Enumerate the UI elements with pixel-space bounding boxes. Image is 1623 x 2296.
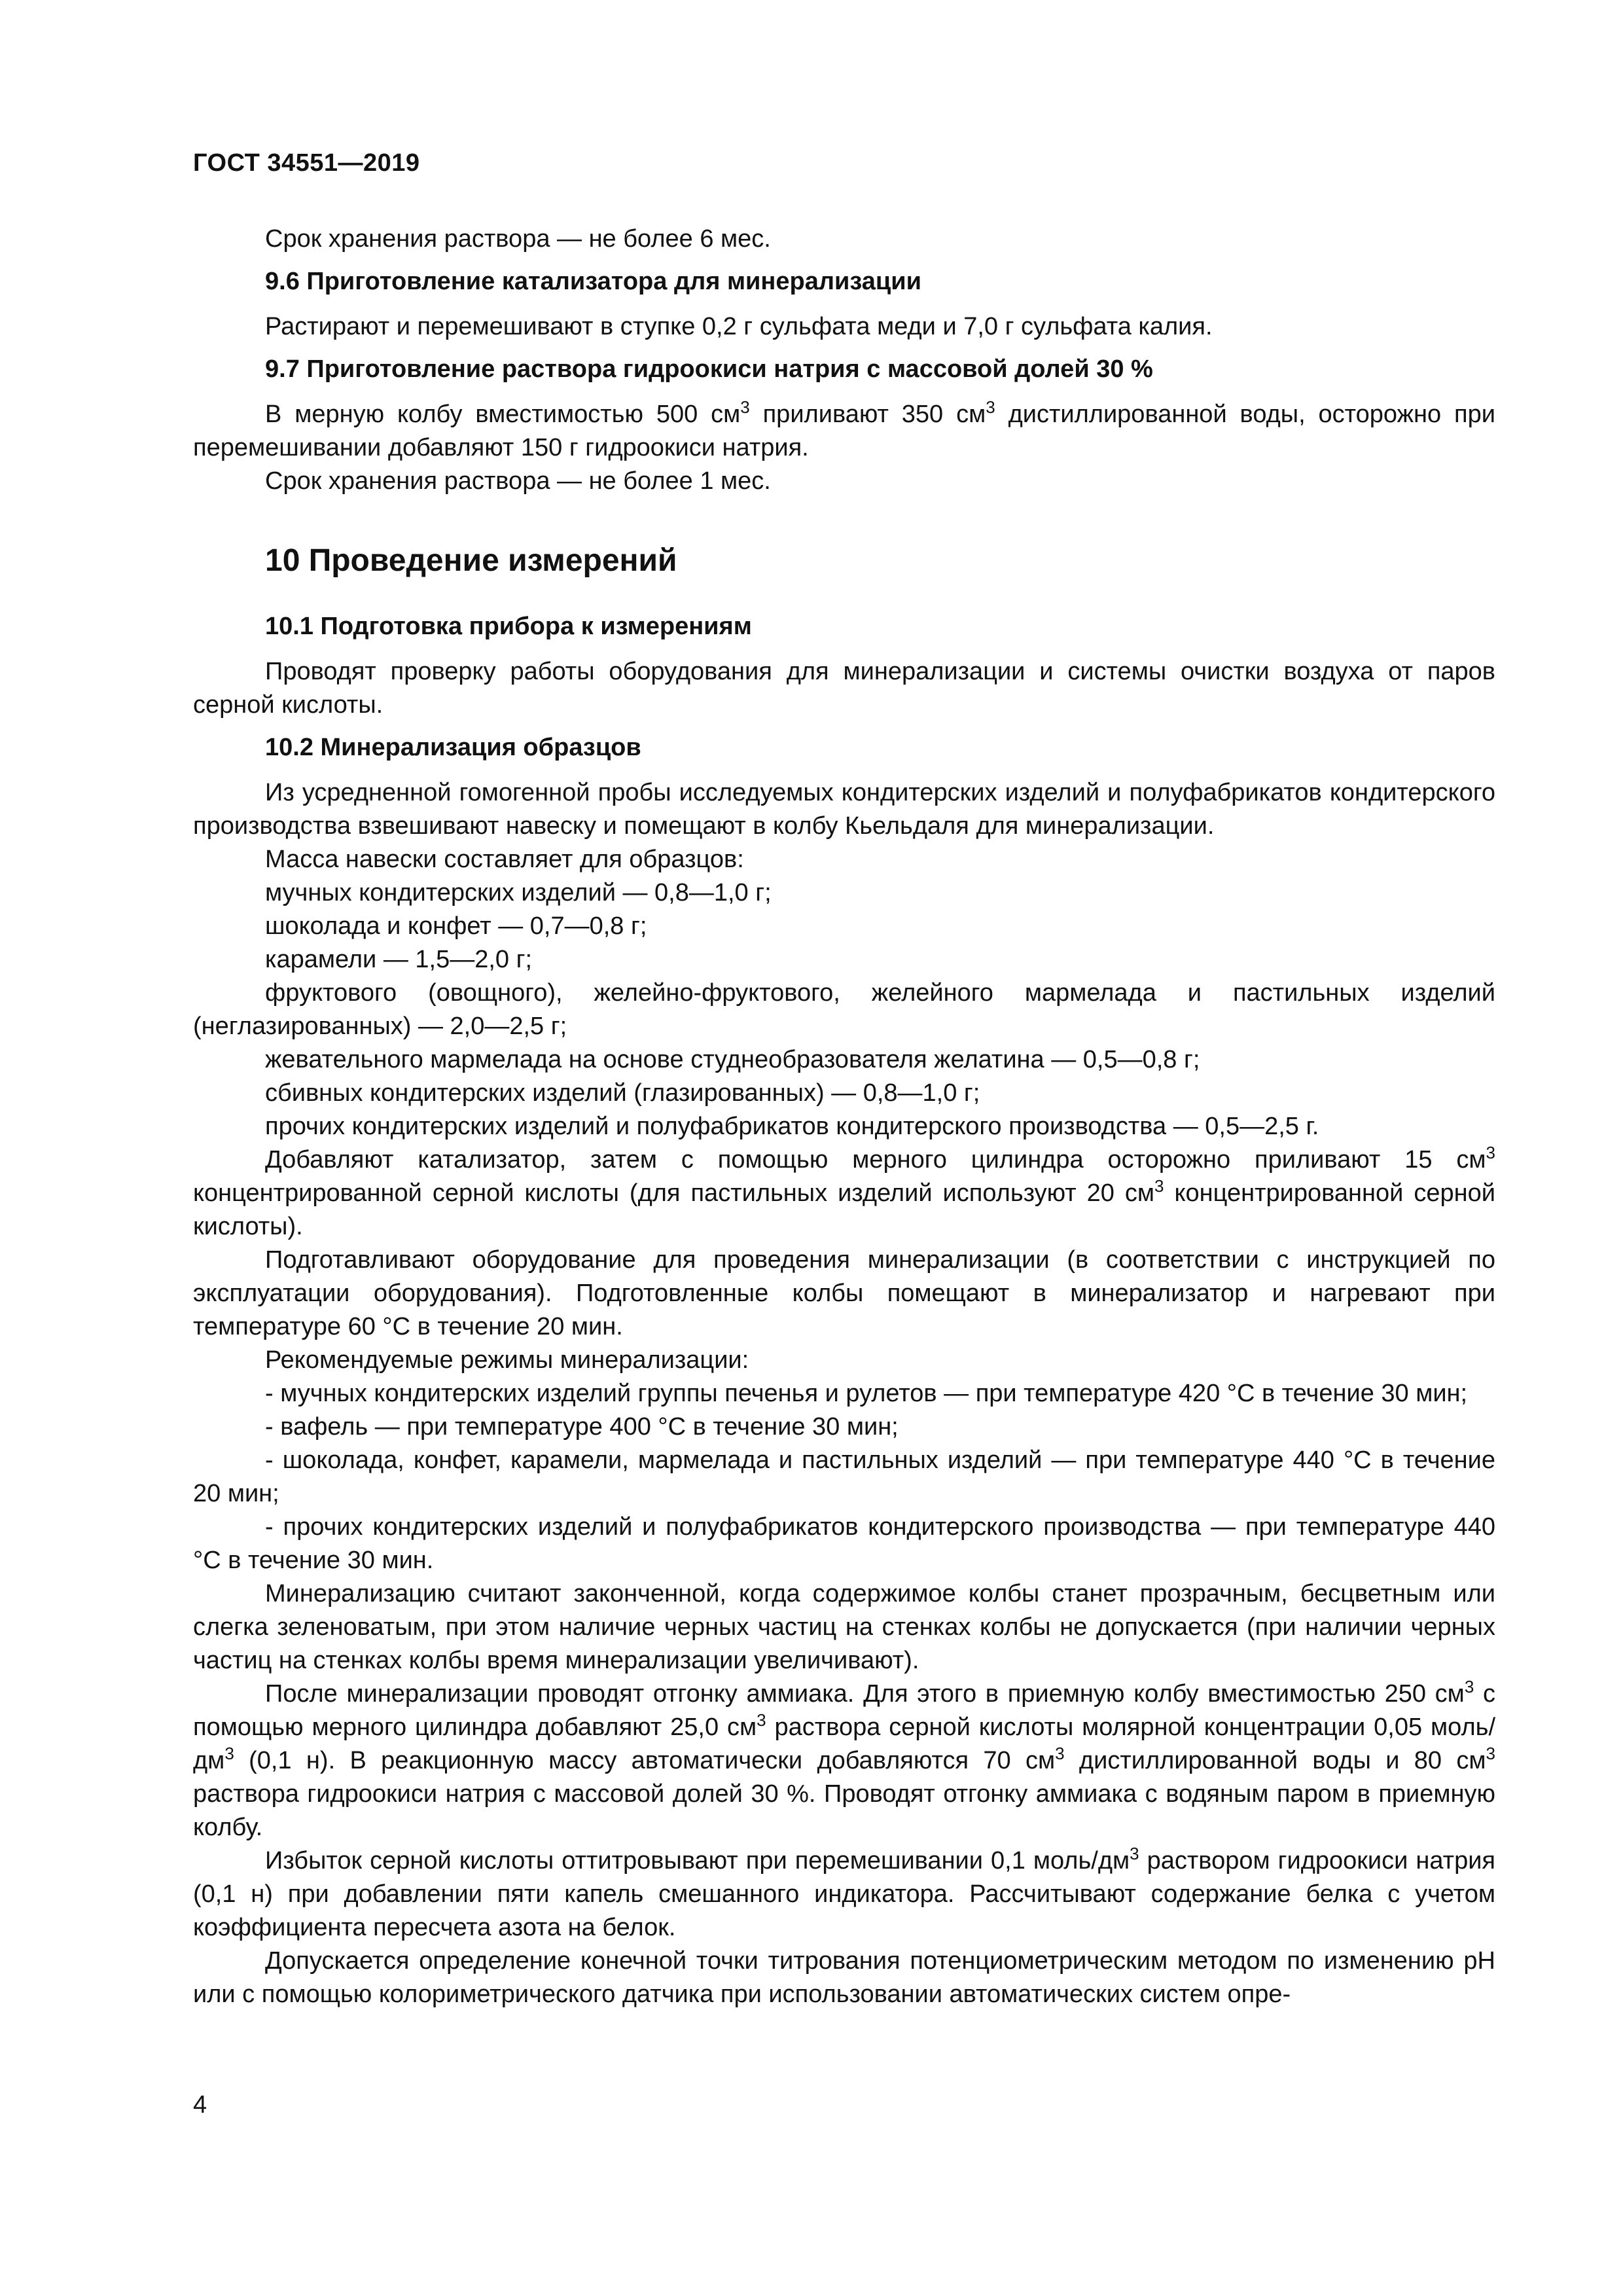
mass-list-item: жевательного мармелада на основе студнеобразователя желатина — 0,5—0,8 г; [265,1046,1200,1073]
superscript: 3 [740,397,750,417]
text-run: В мерную колбу вместимостью 500 см [265,401,741,428]
text-run: раствора серной кислоты молярной концентрации 0,05 моль/дм [193,1713,1495,1774]
section-10-1-title: 10.1 Подготовка прибора к измерениям [265,613,752,640]
section-10-1-text: Проводят проверку работы оборудования для минерализации и системы очистки воздуха от паров серной кислоты. [193,658,1495,719]
text-run: (0,1 н). В реакционную массу автоматически добавляются 70 см [234,1747,1056,1774]
superscript: 3 [986,397,995,417]
section-9-6-text: Растирают и перемешивают в ступке 0,2 г сульфата меди и 7,0 г сульфата калия. [265,313,1213,340]
text-run: концентрированной серной кислоты). [193,1179,1495,1240]
text-run: дистиллированной воды, осторожно при перемешивании добавляют 150 г гидроокиси натрия. [193,401,1495,461]
section-9-6-title: 9.6 Приготовление катализатора для минерализации [265,268,921,295]
text-run: раствором гидроокиси натрия (0,1 н) при добавлении пяти капель смешанного индикатора. Рассчитывают содержание белка с учетом коэффициента пересчета азота на белок. [193,1847,1496,1941]
mode-list-item: - прочих кондитерских изделий и полуфабрикатов кондитерского производства — при температуре 440 °С в течение 30 мин. [193,1513,1495,1574]
superscript: 3 [1464,1677,1474,1696]
mass-list-item: сбивных кондитерских изделий (глазированных) — 0,8—1,0 г; [265,1079,980,1107]
superscript: 3 [1486,1744,1495,1763]
section-9-7-text [193,398,1495,465]
document-body [193,223,1495,2011]
paragraph [193,1677,1495,1844]
paragraph [193,1844,1495,1945]
superscript: 3 [1130,1844,1139,1863]
mass-list-item: мучных кондитерских изделий — 0,8—1,0 г; [265,879,772,906]
section-10-2-title: 10.2 Минерализация образцов [265,734,641,761]
paragraph: Из усредненной гомогенной пробы исследуемых кондитерских изделий и полуфабрикатов кондитерского производства взвешивают навеску и помещают в колбу Кьельдаля для минерализации. [193,779,1495,840]
mass-list-item: шоколада и конфет — 0,7—0,8 г; [265,912,647,940]
section-10-title: 10 Проведение измерений [265,543,677,578]
superscript: 3 [224,1744,234,1763]
storage-note-1-month: Срок хранения раствора — не более 1 мес. [265,467,771,495]
section-9-7-title: 9.7 Приготовление раствора гидроокиси натрия с массовой долей 30 % [265,355,1153,383]
paragraph [193,1143,1495,1244]
paragraph: Масса навески составляет для образцов: [265,846,744,873]
mode-list-item: - мучных кондитерских изделий группы печенья и рулетов — при температуре 420 °С в течение 30 мин; [265,1380,1468,1407]
document-code-header: ГОСТ 34551—2019 [193,149,420,177]
superscript: 3 [757,1710,766,1730]
text-run: дистиллированной воды и 80 см [1064,1747,1486,1774]
mass-list-item: фруктового (овощного), желейно-фруктового, желейного мармелада и пастильных изделий (неглазированных) — 2,0—2,5 г; [193,979,1495,1040]
paragraph: Допускается определение конечной точки титрования потенциометрическим методом по изменению pH или с помощью колориметрического датчика при использовании автоматических систем опре- [193,1947,1495,2008]
text-run: концентрированной серной кислоты (для пастильных изделий используют 20 см [193,1179,1155,1207]
text-run: с помощью мерного цилиндра добавляют 25,0 см [193,1680,1495,1741]
mode-list-item: - вафель — при температуре 400 °С в течение 30 мин; [265,1413,899,1441]
mass-list-item: прочих кондитерских изделий и полуфабрикатов кондитерского производства — 0,5—2,5 г. [265,1113,1319,1140]
mass-list-item: карамели — 1,5—2,0 г; [265,946,532,973]
text-run: Добавляют катализатор, затем с помощью мерного цилиндра осторожно приливают 15 см [265,1146,1486,1174]
text-run: Избыток серной кислоты оттитровывают при перемешивании 0,1 моль/дм [265,1847,1130,1874]
text-run: раствора гидроокиси натрия с массовой долей 30 %. Проводят отгонку аммиака с водяным паром в приемную колбу. [193,1780,1495,1841]
superscript: 3 [1055,1744,1065,1763]
superscript: 3 [1486,1143,1495,1162]
text-run: После минерализации проводят отгонку аммиака. Для этого в приемную колбу вместимостью 250 см [265,1680,1465,1708]
paragraph: Подготавливают оборудование для проведения минерализации (в соответствии с инструкцией по эксплуатации оборудования). Подготовленные колбы помещают в минерализатор и нагревают при температуре 60 °С в течение 20 мин. [193,1246,1495,1340]
mode-list-item: - шоколада, конфет, карамели, мармелада и пастильных изделий — при температуре 440 °С в течение 20 мин; [193,1446,1495,1507]
text-run: приливают 350 см [749,401,986,428]
paragraph: Минерализацию считают законченной, когда содержимое колбы станет прозрачным, бесцветным или слегка зеленоватым, при этом наличие черных частиц на стенках колбы не допускается (при наличии черных частиц на стенках колбы время минерализации увеличивают). [193,1580,1495,1674]
storage-note-6-months: Срок хранения раствора — не более 6 мес. [265,225,771,253]
paragraph: Рекомендуемые режимы минерализации: [265,1346,749,1374]
page-number: 4 [193,2091,207,2119]
superscript: 3 [1154,1176,1164,1196]
